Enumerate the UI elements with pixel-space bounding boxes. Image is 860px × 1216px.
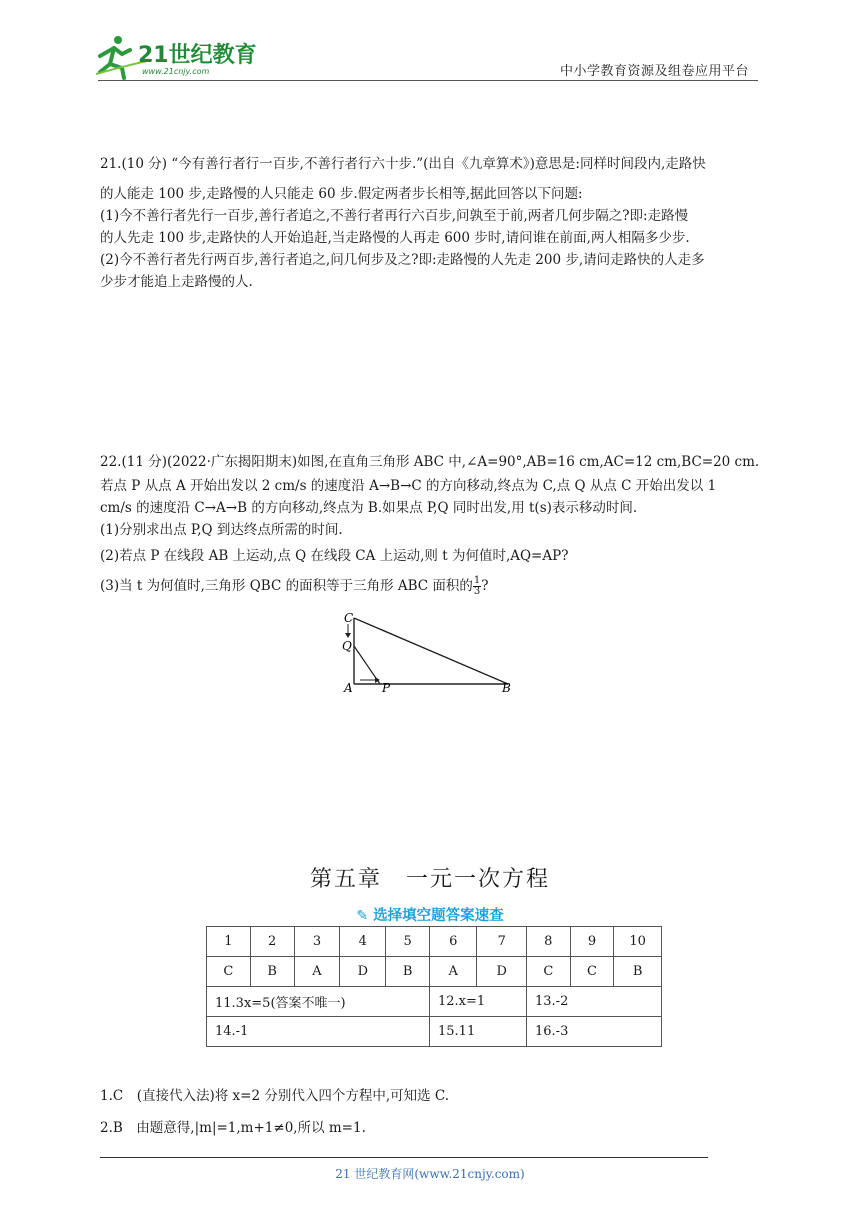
q22-line: (3)当 t 为何值时,三角形 QBC 的面积等于三角形 ABC 面积的 $\frac{1}{3}$ ? <box>100 575 489 597</box>
q22-line: cm/s 的速度沿 C→A→B 的方向移动,终点为 B.如果点 P,Q 同时出发,用 t(s)表示移动时间. <box>100 500 638 516</box>
label-p: P <box>382 681 391 695</box>
header-platform-text: 中小学教育资源及组卷应用平台 <box>560 64 750 79</box>
answer-letter-cell: B <box>386 957 430 987</box>
q22-line6-text: (3)当 t 为何值时,三角形 QBC 的面积等于三角形 ABC 面积的 <box>100 578 473 594</box>
answer-number-cell: 1 <box>207 927 251 957</box>
answer-cell: 11.3x=5(答案不唯一) <box>207 987 430 1017</box>
q22-line: 22.(11 分)(2022·广东揭阳期末)如图,在直角三角形 ABC 中,∠A=90°,AB=16 cm,AC=12 cm,BC=20 cm. <box>100 454 760 470</box>
answer-number-cell: 9 <box>570 927 614 957</box>
label-c: C <box>344 611 354 625</box>
answer-cell: 16.-3 <box>527 1017 662 1047</box>
answer-letter-cell: A <box>294 957 340 987</box>
fraction-one-third: $\frac{1}{3}$ <box>473 575 481 597</box>
q21-line: 的人能走 100 步,走路慢的人只能走 60 步.假定两者步长相等,据此回答以下问题: <box>100 186 583 202</box>
answer-letter-cell: D <box>477 957 527 987</box>
answer-cell: 12.x=1 <box>430 987 527 1017</box>
solution-1: 1.C (直接代入法)将 x=2 分别代入四个方程中,可知选 C. <box>100 1088 450 1104</box>
table-row <box>207 987 662 1017</box>
label-a: A <box>344 681 353 695</box>
label-b: B <box>502 681 511 695</box>
answer-number-cell: 2 <box>250 927 294 957</box>
table-row <box>207 1017 662 1047</box>
answer-number-cell: 3 <box>294 927 340 957</box>
page-header <box>0 0 860 90</box>
answer-table <box>206 926 662 1047</box>
label-q: Q <box>342 639 352 653</box>
answer-cell: 13.-2 <box>527 987 662 1017</box>
answer-letter-cell: B <box>250 957 294 987</box>
chapter-title: 第五章 一元一次方程 <box>309 867 550 892</box>
q21-line: (1)今不善行者先行一百步,善行者追之,不善行者再行六百步,问孰至于前,两者几何步隔之?即:走路慢 <box>100 208 689 224</box>
q21-line: (2)今不善行者先行两百步,善行者追之,问几何步及之?即:走路慢的人先走 200 步,请问走路快的人走多 <box>100 252 705 268</box>
footer-text: 21 世纪教育网(www.21cnjy.com) <box>335 1167 525 1181</box>
footer-divider <box>100 1157 708 1158</box>
q21-line: 21.(10 分) “今有善行者行一百步,不善行者行六十步.”(出自《九章算术》)意思是:同样时间段内,走路快 <box>100 156 706 172</box>
answer-cell: 14.-1 <box>207 1017 430 1047</box>
q22-line: (1)分别求出点 P,Q 到达终点所需的时间. <box>100 522 343 538</box>
answer-letter-cell: C <box>527 957 571 987</box>
answer-letter-cell: B <box>614 957 662 987</box>
side-cb <box>354 618 508 684</box>
answer-letter-cell: C <box>207 957 251 987</box>
answer-number-cell: 6 <box>430 927 477 957</box>
header-divider <box>98 80 758 81</box>
triangle-figure <box>330 608 530 698</box>
answer-number-cell: 8 <box>527 927 571 957</box>
solution-2: 2.B 由题意得,|m|=1,m+1≠0,所以 m=1. <box>100 1120 366 1136</box>
answer-letter-cell: A <box>430 957 477 987</box>
answer-quick-check-title: ✎ 选择填空题答案速查 <box>356 908 504 924</box>
q22-line: (2)若点 P 在线段 AB 上运动,点 Q 在线段 CA 上运动,则 t 为何值时,AQ=AP? <box>100 548 569 564</box>
answer-letter-cell: D <box>340 957 386 987</box>
q21-line: 少步才能追上走路慢的人. <box>100 274 253 290</box>
site-logo-icon <box>92 34 262 80</box>
svg-text:21世纪教育: 21世纪教育 <box>138 43 257 68</box>
answer-number-cell: 4 <box>340 927 386 957</box>
q22-line: 若点 P 从点 A 开始出发以 2 cm/s 的速度沿 A→B→C 的方向移动,终点为 C,点 Q 从点 C 开始出发以 1 <box>100 478 717 494</box>
table-row <box>207 957 662 987</box>
q21-line: 的人先走 100 步,走路快的人开始追赶,当走路慢的人再走 600 步时,请问谁在前面,两人相隔多少步. <box>100 230 690 246</box>
answer-number-cell: 7 <box>477 927 527 957</box>
table-row <box>207 927 662 957</box>
answer-number-cell: 10 <box>614 927 662 957</box>
svg-text:www.21cnjy.com: www.21cnjy.com <box>142 67 210 76</box>
pencil-icon: ✎ <box>356 908 369 924</box>
answer-cell: 15.11 <box>430 1017 527 1047</box>
answer-number-cell: 5 <box>386 927 430 957</box>
answer-letter-cell: C <box>570 957 614 987</box>
